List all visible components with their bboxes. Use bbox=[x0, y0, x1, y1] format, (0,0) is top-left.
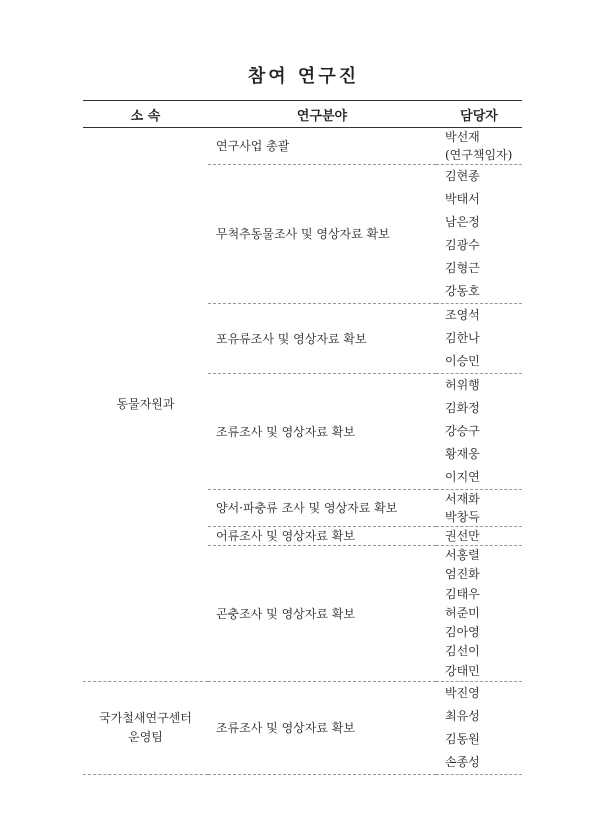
staff-name: 김태우 bbox=[445, 586, 480, 601]
staff-name: 이지연 bbox=[445, 470, 480, 484]
staff-cell bbox=[436, 374, 522, 490]
research-team-table bbox=[83, 100, 522, 775]
staff-name: 김아영 bbox=[445, 625, 480, 640]
staff-name: 이승민 bbox=[445, 354, 480, 368]
field-cell: 곤충조사 및 영상자료 확보 bbox=[208, 546, 436, 682]
field-cell: 조류조사 및 영상자료 확보 bbox=[208, 374, 436, 490]
staff-name: 허위행 bbox=[445, 378, 480, 392]
table-row bbox=[83, 682, 522, 775]
header-dept: 소 속 bbox=[83, 101, 208, 128]
staff-name: 엄진화 bbox=[445, 567, 480, 582]
staff-role: (연구책임자) bbox=[445, 148, 513, 162]
staff-name: 서재화 bbox=[445, 492, 480, 506]
staff-name: 김광수 bbox=[445, 238, 480, 252]
staff-cell bbox=[436, 546, 522, 682]
dept-cell: 동물자원과 bbox=[116, 397, 175, 412]
staff-cell bbox=[436, 304, 522, 374]
header-field: 연구분야 bbox=[208, 101, 436, 128]
staff-name: 강동호 bbox=[445, 284, 480, 298]
staff-name: 김한나 bbox=[445, 331, 480, 345]
staff-name: 박창득 bbox=[445, 510, 480, 524]
staff-name: 김형근 bbox=[445, 261, 480, 275]
staff-name: 권선만 bbox=[445, 529, 480, 543]
staff-name: 김선이 bbox=[445, 644, 480, 659]
staff-cell bbox=[436, 128, 522, 165]
table-header-row bbox=[83, 101, 522, 128]
page-title: 참여 연구진 bbox=[247, 66, 360, 87]
staff-name: 서홍렬 bbox=[445, 548, 480, 562]
field-cell: 무척추동물조사 및 영상자료 확보 bbox=[208, 165, 436, 304]
staff-name: 김동원 bbox=[445, 732, 480, 747]
field-cell: 조류조사 및 영상자료 확보 bbox=[208, 682, 436, 775]
staff-name: 남은정 bbox=[445, 215, 480, 229]
staff-name: 조영석 bbox=[445, 308, 480, 322]
table-row bbox=[83, 128, 522, 165]
dept-name-line: 국가철새연구센터 bbox=[99, 711, 192, 726]
staff-name: 황재웅 bbox=[445, 447, 480, 461]
field-cell: 어류조사 및 영상자료 확보 bbox=[208, 527, 436, 546]
staff-name: 박선재 bbox=[445, 130, 480, 144]
staff-name: 최유성 bbox=[445, 709, 480, 724]
staff-name: 강승구 bbox=[445, 424, 480, 438]
field-cell: 양서·파충류 조사 및 영상자료 확보 bbox=[208, 490, 436, 527]
header-staff: 담당자 bbox=[436, 101, 522, 128]
dept-cell bbox=[83, 682, 208, 775]
staff-cell bbox=[436, 682, 522, 775]
staff-name: 손종성 bbox=[445, 755, 480, 770]
staff-cell bbox=[436, 527, 522, 546]
staff-name: 박태서 bbox=[445, 192, 480, 206]
staff-name: 강태민 bbox=[445, 663, 480, 678]
field-cell: 포유류조사 및 영상자료 확보 bbox=[208, 304, 436, 374]
staff-name: 김화정 bbox=[445, 401, 480, 415]
staff-name: 박진영 bbox=[445, 686, 480, 701]
staff-name: 허준미 bbox=[445, 605, 480, 620]
dept-name-line: 운영팀 bbox=[128, 730, 163, 745]
staff-name: 김현종 bbox=[445, 169, 480, 183]
staff-cell bbox=[436, 490, 522, 527]
field-cell: 연구사업 총괄 bbox=[208, 128, 436, 165]
staff-cell bbox=[436, 165, 522, 304]
